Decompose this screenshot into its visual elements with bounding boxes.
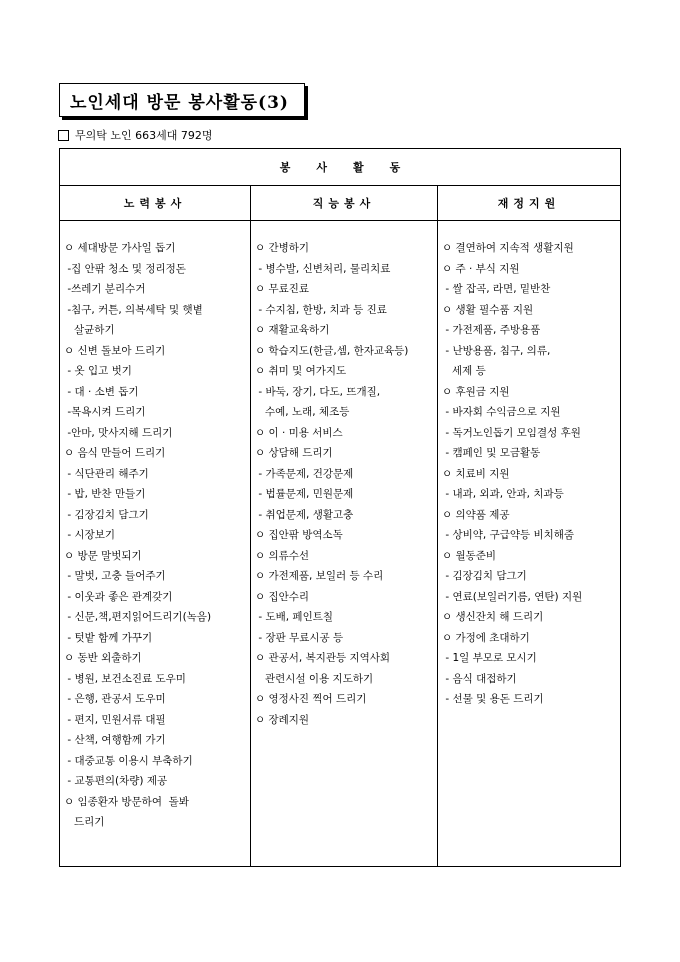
table-main-header: 봉사활동 — [60, 149, 621, 186]
list-item: ㅇ 가정에 초대하기 — [442, 631, 530, 644]
list-item: - 바자회 수익금으로 지원 — [442, 406, 561, 418]
list-item: - 독거노인돕기 모임결성 후원 — [442, 426, 581, 439]
list-item: - 선물 및 용돈 드리기 — [442, 693, 544, 705]
list-item: - 이웃과 좋은 관계갖기 — [64, 590, 173, 603]
list-item: - 캠페인 및 모금활동 — [442, 447, 541, 459]
list-item: ㅇ 동반 외출하기 — [64, 652, 142, 664]
list-item: - 병수발, 신변처리, 물리치료 — [255, 262, 391, 275]
list-item: - 난방용품, 침구, 의류, — [442, 344, 551, 357]
list-item: ㅇ 신변 돌보아 드리기 — [64, 344, 166, 357]
square-bullet-icon — [58, 130, 69, 141]
list-item: ㅇ 집안팎 방역소독 — [255, 529, 343, 541]
list-item: - 밥, 반찬 만들기 — [64, 488, 146, 500]
list-item: - 옷 입고 벗기 — [64, 365, 132, 377]
list-item: ㅇ 상담해 드리기 — [255, 447, 333, 459]
list-item: - 텃밭 함께 가꾸기 — [64, 631, 153, 644]
subtitle-line — [58, 127, 213, 143]
list-item: - 식단관리 해주기 — [64, 467, 149, 480]
list-item: ㅇ 가전제품, 보일러 등 수리 — [255, 570, 384, 582]
list-item: - 편지, 민원서류 대필 — [64, 713, 166, 726]
list-item: - 법률문제, 민원문제 — [255, 488, 354, 500]
list-item: -목욕시켜 드리기 — [64, 406, 146, 418]
list-item: ㅇ 임종환자 방문하여 돌봐 — [64, 795, 189, 808]
list-item: - 연료(보일러기름, 연탄) 지원 — [442, 590, 583, 603]
list-item: 수예, 노래, 체조등 — [255, 406, 350, 418]
list-item: -집 안팎 청소 및 정리정돈 — [64, 262, 186, 275]
list-item: ㅇ 재활교육하기 — [255, 324, 330, 336]
list-item: - 교통편의(차량) 제공 — [64, 775, 168, 787]
list-item: ㅇ 음식 만들어 드리기 — [64, 447, 166, 459]
list-item: - 장판 무료시공 등 — [255, 631, 344, 644]
list-item: -안마, 맛사지해 드리기 — [64, 426, 173, 439]
list-item: ㅇ 장례지원 — [255, 713, 310, 726]
list-item: ㅇ 치료비 지원 — [442, 467, 510, 480]
list-item: 세제 등 — [442, 365, 486, 377]
column-labor — [60, 221, 251, 867]
list-item: - 말벗, 고충 들어주기 — [64, 570, 166, 582]
list-item: - 바둑, 장기, 다도, 뜨개질, — [255, 385, 381, 398]
list-item: - 은행, 관공서 도우미 — [64, 693, 166, 705]
list-item: - 병원, 보건소진료 도우미 — [64, 672, 186, 685]
list-item: - 가전제품, 주방용품 — [442, 324, 541, 336]
column-header-labor: 노력봉사 — [60, 186, 251, 221]
column-header-financial: 재정지원 — [438, 186, 621, 221]
list-item: - 대중교통 이용시 부축하기 — [64, 754, 193, 767]
document-title: 노인세대 방문 봉사활동(3) — [59, 83, 305, 117]
activity-table — [59, 148, 621, 867]
list-item: - 상비약, 구급약등 비치해줌 — [442, 529, 575, 541]
list-item: - 대 · 소변 돕기 — [64, 385, 139, 398]
list-item: -침구, 커튼, 의복세탁 및 햇볕 — [64, 303, 203, 316]
list-item: ㅇ 관공서, 복지관등 지역사회 — [255, 652, 391, 664]
list-item: - 김장김치 담그기 — [442, 570, 527, 582]
list-item: ㅇ 의류수선 — [255, 549, 310, 562]
list-item: - 산책, 여행함께 가기 — [64, 734, 166, 746]
list-item: ㅇ 세대방문 가사일 돕기 — [64, 242, 176, 254]
list-item: ㅇ 영정사진 찍어 드리기 — [255, 693, 367, 705]
column-skill — [251, 221, 438, 867]
list-item: ㅇ 후원금 지원 — [442, 385, 510, 398]
list-item: 드리기 — [64, 816, 105, 828]
column-financial — [438, 221, 621, 867]
list-item: ㅇ 주 · 부식 지원 — [442, 262, 520, 275]
list-item: ㅇ 생신잔치 해 드리기 — [442, 611, 544, 623]
list-item: - 김장김치 담그기 — [64, 508, 149, 521]
list-item: - 내과, 외과, 안과, 치과등 — [442, 488, 564, 500]
list-item: - 쌀 잡곡, 라면, 밑반찬 — [442, 283, 551, 295]
list-item: - 취업문제, 생활고충 — [255, 508, 354, 521]
list-item: ㅇ 간병하기 — [255, 242, 310, 254]
list-item: ㅇ 월동준비 — [442, 549, 497, 562]
list-item: - 시장보기 — [64, 529, 116, 541]
list-item: - 도배, 페인트칠 — [255, 611, 333, 623]
list-item: ㅇ 의약품 제공 — [442, 508, 510, 521]
list-item: -쓰레기 분리수거 — [64, 283, 146, 295]
list-item: ㅇ 생활 필수품 지원 — [442, 303, 534, 316]
list-item: ㅇ 집안수리 — [255, 590, 310, 603]
list-item: - 1일 부모로 모시기 — [442, 652, 537, 664]
list-item: ㅇ 이 · 미용 서비스 — [255, 426, 343, 439]
list-item: - 음식 대접하기 — [442, 672, 517, 685]
column-header-skill: 직능봉사 — [251, 186, 438, 221]
list-item: - 신문,책,편지읽어드리기(녹음) — [64, 611, 212, 623]
list-item: ㅇ 학습지도(한글,셈, 한자교육등) — [255, 344, 409, 357]
list-item: ㅇ 결연하여 지속적 생활지원 — [442, 242, 574, 254]
list-item: ㅇ 무료진료 — [255, 283, 310, 295]
list-item: ㅇ 방문 말벗되기 — [64, 549, 142, 562]
list-item: ㅇ 취미 및 여가지도 — [255, 365, 347, 377]
subtitle-text: 무의탁 노인 663세대 792명 — [75, 129, 213, 142]
list-item: 관련시설 이용 지도하기 — [255, 672, 374, 685]
list-item: 살균하기 — [64, 324, 115, 336]
list-item: - 가족문제, 건강문제 — [255, 467, 354, 480]
list-item: - 수지침, 한방, 치과 등 진료 — [255, 303, 387, 316]
